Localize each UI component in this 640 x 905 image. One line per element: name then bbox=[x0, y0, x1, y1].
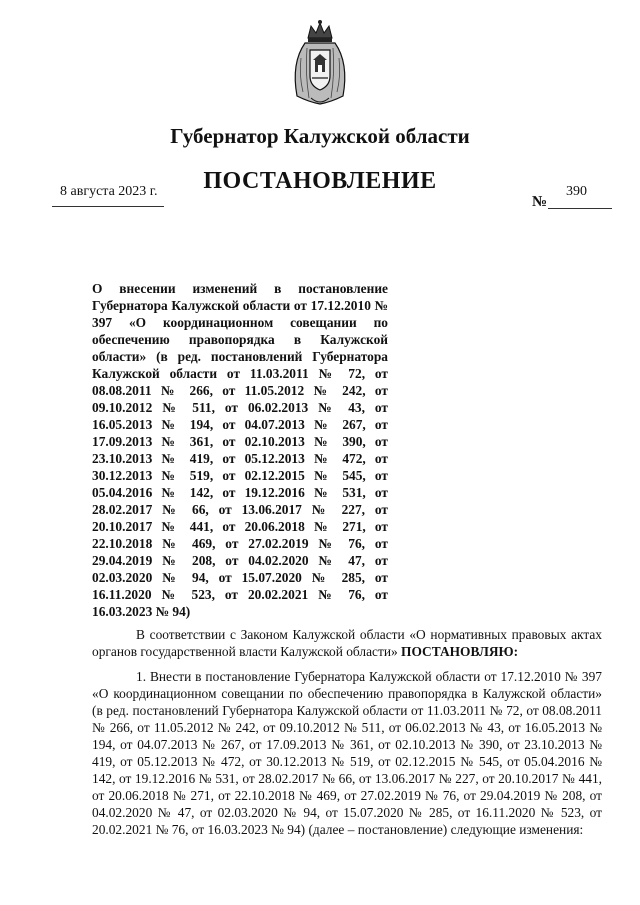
number-label: № bbox=[532, 194, 548, 210]
document-subject: О внесении изменений в постановление Губернатора Калужской области от 17.12.2010 № 397 «О координационном совещании по обеспечению правопорядка в Калужской области» (в ред. постановлений Губернатора Калужской области от 11.03.2011 № 72, от 08.08.2011 № 266, от 11.05.2012 № 242, от 09.10.2012 № 511, от 06.02.2013 № 43, от 16.05.2013 № 194, от 04.07.2013 № 267, от 17.09.2013 № 361, от 02.10.2013 № 390, от 23.10.2013 № 419, от 05.12.2013 № 472, от 30.12.2013 № 519, от 02.12.2015 № 545, от 05.04.2016 № 142, от 19.12.2016 № 531, от 28.02.2017 № 66, от 13.06.2017 № 227, от 20.10.2017 № 441, от 20.06.2018 № 271, от 22.10.2018 № 469, от 27.02.2019 № 76, от 29.04.2019 № 208, от 04.02.2020 № 47, от 02.03.2020 № 94, от 15.07.2020 № 285, от 16.11.2020 № 523, от 20.02.2021 № 76, от 16.03.2023 № 94) bbox=[92, 281, 388, 619]
clause-1-paragraph: 1. Внести в постановление Губернатора Калужской области от 17.12.2010 № 397 «О координационном совещании по обеспечению правопорядка в Калужской области» (в ред. постановлений Губернатора Калужской области от 11.03.2011 № 72, от 08.08.2011 № 266, от 11.05.2012 № 242, от 09.10.2012 № 511, от 06.02.2013 № 43, от 16.05.2013 № 194, от 04.07.2013 № 267, от 17.09.2013 № 361, от 02.10.2013 № 390, от 23.10.2013 № 419, от 05.12.2013 № 472, от 30.12.2013 № 519, от 02.12.2015 № 545, от 05.04.2016 № 142, от 19.12.2016 № 531, от 28.02.2017 № 66, от 13.06.2017 № 227, от 20.10.2017 № 441, от 20.06.2018 № 271, от 22.10.2018 № 469, от 27.02.2019 № 76, от 29.04.2019 № 208, от 04.02.2020 № 47, от 02.03.2020 № 94, от 15.07.2020 № 285, от 16.11.2020 № 523, от 20.02.2021 № 76, от 16.03.2023 № 94) (далее – постановление) следующие изменения: bbox=[92, 669, 602, 837]
date-underline bbox=[52, 206, 164, 207]
coat-of-arms-icon bbox=[285, 18, 355, 108]
document-type: ПОСТАНОВЛЕНИЕ bbox=[203, 168, 437, 194]
resolve-keyword: ПОСТАНОВЛЯЮ: bbox=[401, 644, 519, 659]
organization-title: Губернатор Калужской области bbox=[170, 124, 470, 148]
document-date: 8 августа 2023 г. bbox=[60, 184, 158, 199]
number-underline bbox=[548, 208, 612, 209]
preamble-paragraph bbox=[92, 626, 602, 660]
preamble-text: В соответствии с Законом Калужской области «О нормативных правовых актах органов государственной власти Калужской области» bbox=[92, 627, 602, 659]
document-number: 390 bbox=[566, 184, 587, 199]
